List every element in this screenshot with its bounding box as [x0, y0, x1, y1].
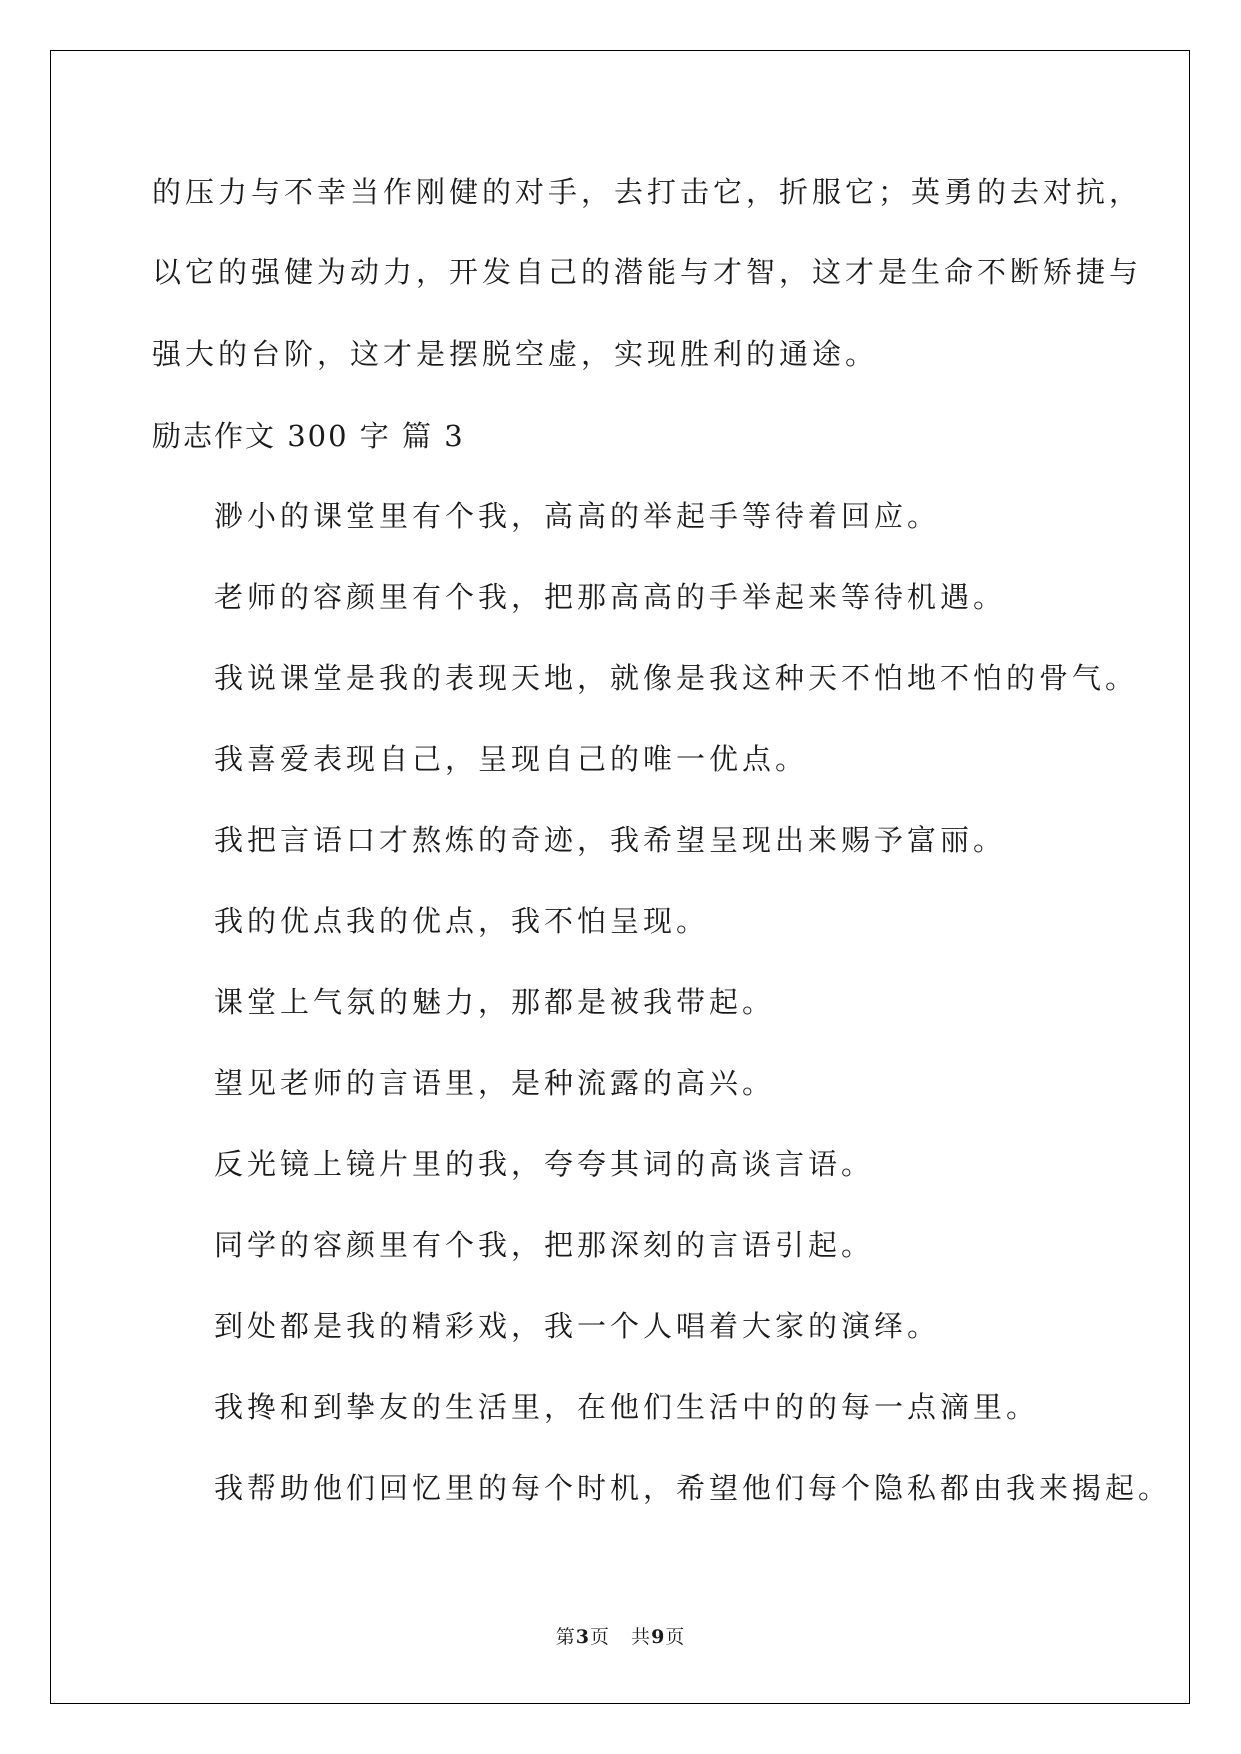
- page-footer: [0, 1625, 1241, 1649]
- body-line: 的压力与不幸当作刚健的对手，去打击它，折服它；英勇的去对抗，: [152, 175, 1143, 209]
- paragraph: 老师的容颜里有个我，把那高高的手举起来等待机遇。: [214, 580, 1007, 614]
- footer-suffix: 页: [665, 1626, 686, 1648]
- footer-prefix: 第: [555, 1626, 576, 1648]
- paragraph: 到处都是我的精彩戏，我一个人唱着大家的演绎。: [214, 1309, 941, 1343]
- body-line: 以它的强健为动力，开发自己的潜能与才智，这才是生命不断矫捷与: [152, 255, 1143, 289]
- page-border: [50, 50, 1190, 1704]
- paragraph: 反光镜上镜片里的我，夸夸其词的高谈言语。: [214, 1147, 875, 1181]
- body-line: 强大的台阶，这才是摆脱空虚，实现胜利的通途。: [152, 337, 879, 371]
- paragraph: 我搀和到挚友的生活里，在他们生活中的的每一点滴里。: [214, 1390, 1040, 1424]
- paragraph: 我帮助他们回忆里的每个时机，希望他们每个隐私都由我来揭起。: [214, 1471, 1172, 1505]
- footer-middle: 页 共: [589, 1626, 652, 1648]
- paragraph: 课堂上气氛的魅力，那都是被我带起。: [214, 985, 776, 1019]
- paragraph: 我的优点我的优点，我不怕呈现。: [214, 904, 710, 938]
- paragraph: 我说课堂是我的表现天地，就像是我这种天不怕地不怕的骨气。: [214, 661, 1139, 695]
- current-page-number: 3: [575, 1626, 590, 1648]
- total-pages-number: 9: [651, 1626, 666, 1648]
- paragraph: 我喜爱表现自己，呈现自己的唯一优点。: [214, 742, 809, 776]
- paragraph: 同学的容颜里有个我，把那深刻的言语引起。: [214, 1228, 875, 1262]
- paragraph: 我把言语口才熬炼的奇迹，我希望呈现出来赐予富丽。: [214, 823, 1007, 857]
- paragraph: 望见老师的言语里，是种流露的高兴。: [214, 1066, 776, 1100]
- paragraph: 渺小的课堂里有个我，高高的举起手等待着回应。: [214, 499, 941, 533]
- section-heading: 励志作文 300 字 篇 3: [152, 419, 465, 453]
